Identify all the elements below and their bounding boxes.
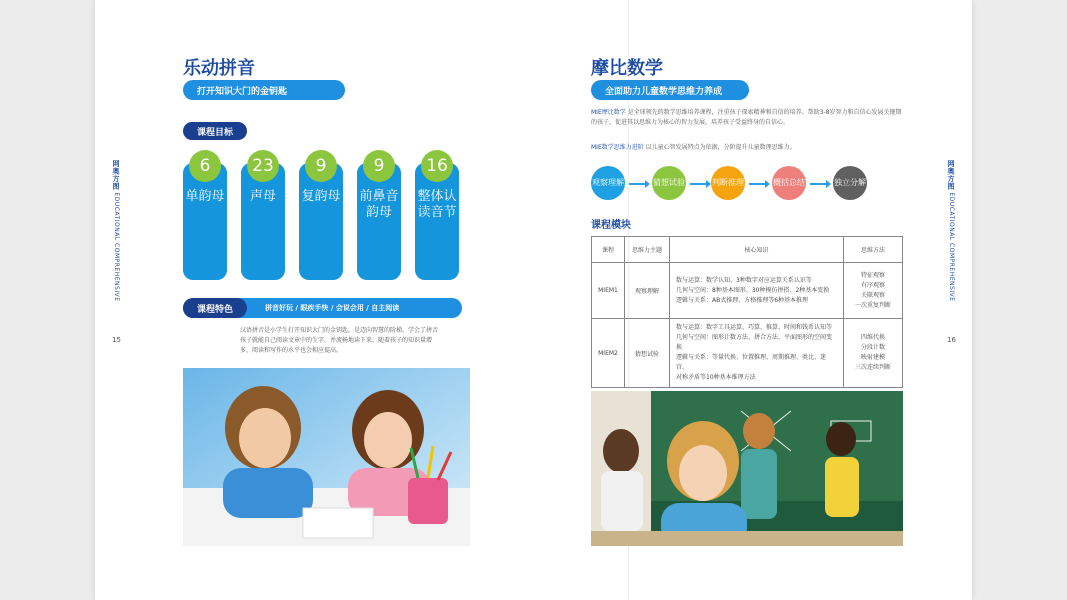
table-row xyxy=(592,263,903,319)
feature-tags: 拼音好玩 / 眼疾手快 / 会说会用 / 自主阅读 xyxy=(265,304,400,312)
flow-step-circle: 猜想试验 xyxy=(652,166,686,200)
intro-paragraph xyxy=(591,108,903,128)
goal-column: 前鼻音韵母 xyxy=(357,163,401,280)
side-label-right: EDUCATIONAL COMPREHENSIVE xyxy=(948,192,955,302)
flow-arrow xyxy=(810,183,828,185)
progress-highlight: MIE数学思维力进阶 xyxy=(591,144,644,151)
table-header: 思维方法 xyxy=(844,237,903,263)
children-classroom-photo xyxy=(591,391,903,546)
table-header: 核心知识 xyxy=(670,237,844,263)
theme-cell: 猜想试验 xyxy=(625,319,670,388)
left-subtitle-pill: 打开知识大门的金钥匙 xyxy=(183,80,345,100)
table-header: 思维力主题 xyxy=(625,237,670,263)
feature-bar xyxy=(183,298,462,318)
flow-arrow xyxy=(629,183,647,185)
side-label: EDUCATIONAL COMPREHENSIVE xyxy=(113,192,120,302)
table-header: 课程 xyxy=(592,237,625,263)
goal-count-circle: 23 xyxy=(247,150,279,182)
table-row xyxy=(592,319,903,388)
right-subtitle-pill: 全面助力儿童数学思维力养成 xyxy=(591,80,749,100)
right-page-title: 摩比数学 xyxy=(591,58,663,79)
goal-count-circle: 16 xyxy=(421,150,453,182)
course-cell: MIEM1 xyxy=(592,263,625,319)
knowledge-cell: 数与运算：数字工具运算、巧算、推算、时间和钱币认知等 几何与空间：图形计数方法、拼合方法、平面图形的空间变换 逻辑与关系：等量代换、位置推理、周期推理、类比、迷宫、 对称矛盾等10种基本推理方法 xyxy=(670,319,844,388)
book-spread xyxy=(95,0,972,600)
theme-cell: 观察理解 xyxy=(625,263,670,319)
children-writing-photo xyxy=(183,368,470,546)
progress-paragraph xyxy=(591,143,903,153)
course-goal-label: 课程目标 xyxy=(183,122,247,140)
goal-column: 声母 xyxy=(241,163,285,280)
module-heading: 课程模块 xyxy=(591,220,631,231)
flow-step-circle: 观察理解 xyxy=(591,166,625,200)
table-header-row xyxy=(592,237,903,263)
course-feature-label: 课程特色 xyxy=(183,298,247,318)
right-side-brand xyxy=(946,160,956,301)
page-number-left: 15 xyxy=(112,336,121,344)
goal-count-circle: 9 xyxy=(305,150,337,182)
knowledge-cell: 数与运算：数学认知、3种数字对应运算关系认识等 几何与空间：8种基本图形、30种模仿拼搭、2种基本变换 逻辑与关系：AB式推理、方格推理等6种基本推理 xyxy=(670,263,844,319)
pinyin-paragraph: 汉语拼音是小学生打开知识大门的金钥匙，是迈向智慧的阶梯。学会了拼音孩子就能自己阅读文章中的生字，并流畅地读下来。随着孩子的知识量增多，阅读和写作的水平也会相应提高。 xyxy=(240,327,439,354)
flow-step-circle: 判断推理 xyxy=(711,166,745,200)
flow-arrow xyxy=(749,183,767,185)
progress-text: 以儿童心智发展特点为依据，分阶提升儿童数理思维力。 xyxy=(645,144,796,151)
goal-column: 复韵母 xyxy=(299,163,343,280)
goal-column: 单韵母 xyxy=(183,163,227,280)
flow-step-circle: 概括总结 xyxy=(772,166,806,200)
logo-text-right: 网奥方图 xyxy=(947,160,955,190)
left-page-title: 乐动拼音 xyxy=(183,58,255,79)
flow-arrow xyxy=(690,183,708,185)
left-side-brand xyxy=(111,160,121,301)
methods-cell: 特征观察 有序观察 关联观察 一次重复判断 xyxy=(844,263,903,319)
methods-cell: 四维代换 分段计数 映射建模 三次连续判断 xyxy=(844,319,903,388)
intro-highlight: MIE摩比数学 xyxy=(591,109,626,116)
flow-step-circle: 独立分解 xyxy=(833,166,867,200)
goal-count-circle: 9 xyxy=(363,150,395,182)
module-table xyxy=(591,236,903,388)
goal-columns xyxy=(183,150,473,280)
page-number-right: 16 xyxy=(947,336,956,344)
goal-count-circle: 6 xyxy=(189,150,221,182)
thinking-flow xyxy=(591,166,903,202)
intro-text: 是全球领先的数学思维培养课程，注重孩子探索精神和自信的培养。帮助3-8岁智力和自信心发展关键期的孩子，促进其以思维力为核心的智力发展，培养孩子受益终身的自信心。 xyxy=(591,109,902,126)
goal-column: 整体认读音节 xyxy=(415,163,459,280)
course-cell: MIEM2 xyxy=(592,319,625,388)
logo-text: 网奥方图 xyxy=(112,160,120,190)
